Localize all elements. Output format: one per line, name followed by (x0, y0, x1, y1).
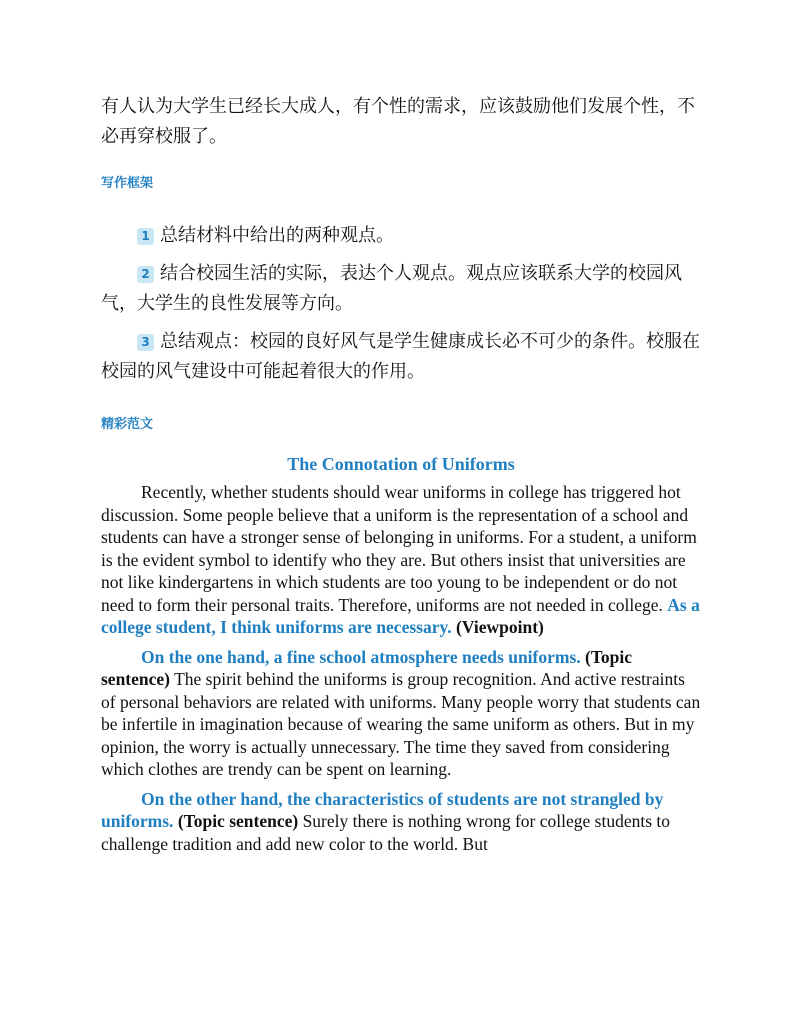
framework-item-text: 结合校园生活的实际，表达个人观点。观点应该联系大学的校园风气，大学生的良性发展等方向。 (101, 263, 682, 314)
topic-sentence-highlight: On the other hand, the characteristics of students are not strangled by uniforms. (101, 788, 664, 831)
viewpoint-tag: (Viewpoint) (456, 617, 544, 637)
number-badge-1: 1 (137, 228, 154, 245)
number-badge-2: 2 (137, 266, 154, 283)
paragraph-text: The spirit behind the uniforms is group recognition. And active restraints of personal behaviors are related with uniforms. Many people worry that students can be infertile in imagination because of wearing the same uniform as others. But in my opinion, the worry is actually unnecessary. The time they saved from considering which clothes are trendy can be spent on learning. (101, 669, 701, 779)
framework-item-2 (101, 259, 701, 319)
framework-heading: 写作框架 (101, 176, 154, 191)
topic-sentence-tag: (Topic sentence) (101, 646, 633, 689)
framework-item-1 (101, 221, 701, 251)
essay-paragraph-1 (101, 481, 701, 639)
framework-item-text: 总结观点：校园的良好风气是学生健康成长必不可少的条件。校服在校园的风气建设中可能起着很大的作用。 (101, 331, 700, 382)
paragraph-text: Recently, whether students should wear uniforms in college has triggered hot discussion. Some people believe that a uniform is the representation of a school and students can have a stronger sense of belonging in uniforms. For a student, a uniform is the evident symbol to identify who they are. But others insist that universities are not like kindergartens in which students are too young to be independent or do not need to form their personal traits. Therefore, uniforms are not needed in college. (101, 482, 697, 615)
number-badge-3: 3 (137, 334, 154, 351)
essay-paragraph-2 (101, 646, 701, 781)
framework-item-3 (101, 327, 701, 387)
essay-title: The Connotation of Uniforms (287, 454, 515, 474)
framework-item-text: 总结材料中给出的两种观点。 (160, 225, 394, 246)
topic-sentence-highlight: On the one hand, a fine school atmosphere needs uniforms. (141, 646, 581, 667)
framework-list (101, 221, 701, 387)
topic-sentence-tag: (Topic sentence) (177, 811, 299, 831)
document-page (101, 92, 701, 862)
viewpoint-highlight: As a college student, I think uniforms are necessary. (101, 594, 700, 637)
sample-heading: 精彩范文 (101, 417, 154, 432)
paragraph-text: Surely there is nothing wrong for college students to challenge tradition and add new color to the world. But (101, 811, 671, 854)
essay-paragraph-3 (101, 788, 701, 856)
intro-paragraph: 有人认为大学生已经长大成人，有个性的需求，应该鼓励他们发展个性，不必再穿校服了。 (101, 96, 695, 147)
